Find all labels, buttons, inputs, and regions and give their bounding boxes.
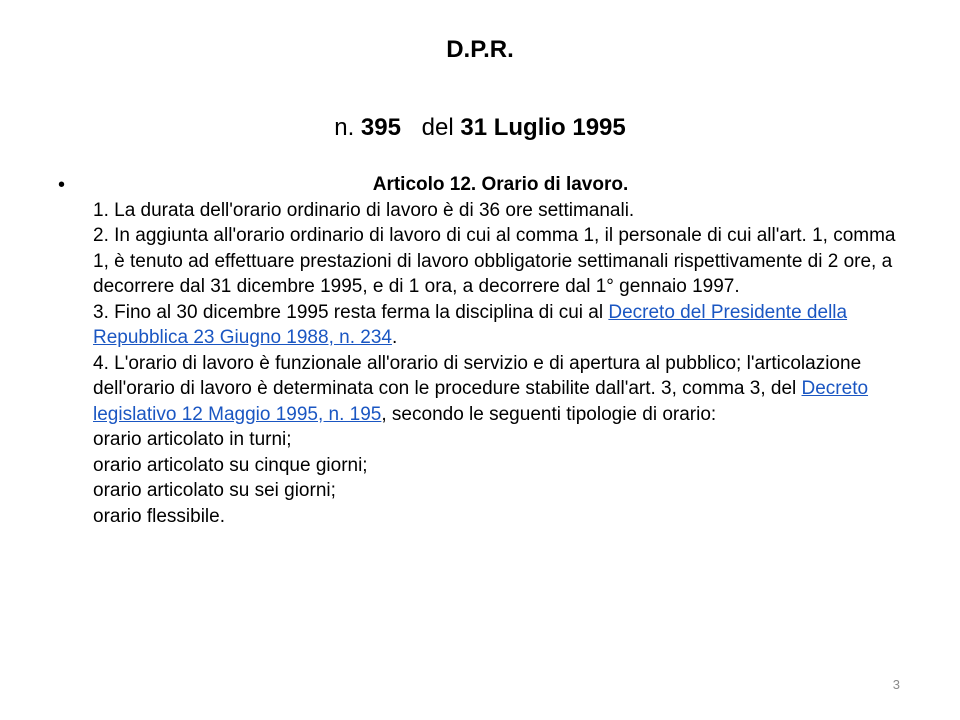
paragraph-3-end: . [391, 327, 398, 348]
page-number: 3 [892, 677, 900, 692]
paragraph-4-end: , secondo le seguenti tipologie di orario: [381, 403, 717, 425]
article-body [93, 172, 908, 529]
article-heading: Articolo 12. Orario di lavoro. [372, 174, 629, 195]
decree-date: 31 Luglio 1995 [460, 114, 626, 141]
decree-number: 395 [360, 114, 401, 141]
number-prefix: n. [334, 114, 355, 141]
paragraph-2: 2. In aggiunta all'orario ordinario di lavoro di cui al comma 1, il personale di cui all'art. 1, comma 1, è tenuto ad effettuare prestazioni di lavoro obbligatorie settimanali rispettivamente di 2 ore, a decorrere dal 31 dicembre 1995, e di 1 ora, a decorrere dal 1° gennaio 1997. [93, 225, 896, 297]
slide-title: D.P.R. [446, 36, 514, 63]
paragraph-4 [93, 351, 908, 428]
bullet-icon: • [58, 174, 66, 196]
decree-subtitle [0, 112, 960, 144]
schedule-type: orario articolato su cinque giorni; [93, 454, 368, 476]
paragraph-4-text: 4. L'orario di lavoro è funzionale all'orario di servizio e di apertura al pubblico; l'articolazione dell'orario di lavoro è determinata con le procedure stabilite dall'art. 3, comma 3, del [93, 352, 862, 399]
dpr-1988-link[interactable]: Decreto del Presidente della Repubblica 23 Giugno 1988, n. 234 [93, 301, 848, 348]
dlgs-1995-link[interactable]: Decreto legislativo 12 Maggio 1995, n. 195 [93, 378, 869, 425]
paragraph-3 [93, 300, 908, 351]
schedule-type: orario flessibile. [93, 505, 225, 527]
date-prefix: del [421, 114, 454, 141]
schedule-type: orario articolato in turni; [93, 429, 292, 450]
paragraph-1: 1. La durata dell'orario ordinario di lavoro è di 36 ore settimanali. [93, 199, 635, 221]
paragraph-3-text: 3. Fino al 30 dicembre 1995 resta ferma la disciplina di cui al [93, 301, 609, 323]
schedule-type: orario articolato su sei giorni; [93, 480, 336, 501]
